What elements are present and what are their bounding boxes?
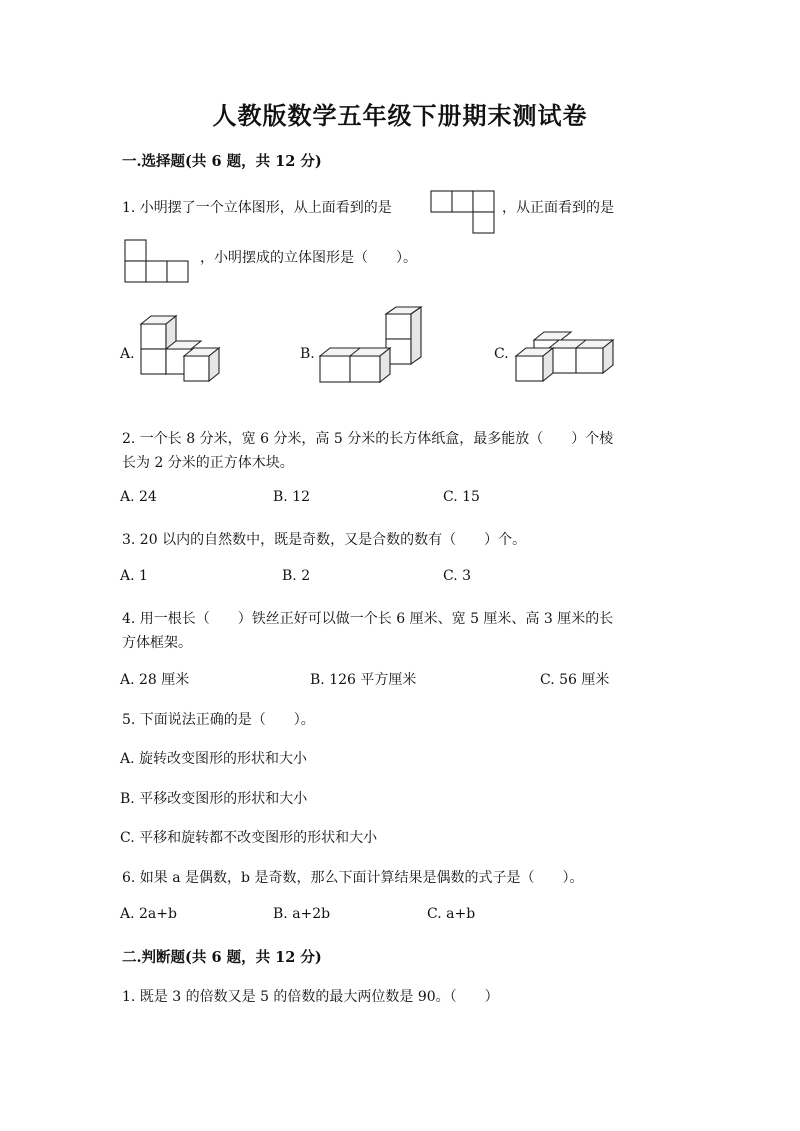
question-6-option-b: B. a+2b (273, 906, 331, 922)
question-3-line1: 3. 20 以内的自然数中，既是奇数，又是合数的数有（ ）个。 (122, 532, 527, 548)
question-4-option-a: A. 28 厘米 (120, 672, 190, 688)
option-c-solid-figure (512, 328, 622, 386)
question-4-line2: 方体框架。 (122, 635, 192, 651)
question-5-line1: 5. 下面说法正确的是（ ）。 (122, 712, 315, 728)
question-2-option-a: A. 24 (120, 489, 157, 505)
question-3-option-a: A. 1 (120, 568, 148, 584)
question-5-option-b: B. 平移改变图形的形状和大小 (120, 791, 308, 807)
question-1-text-part3: ，小明摆成的立体图形是（ ）。 (200, 250, 417, 266)
question-6-option-c: C. a+b (427, 906, 476, 922)
question-6-option-a: A. 2a+b (120, 906, 177, 922)
option-b-solid-figure (317, 305, 427, 385)
question-2-option-b: B. 12 (273, 489, 311, 505)
question-4-line1: 4. 用一根长（ ）铁丝正好可以做一个长 6 厘米、宽 5 厘米、高 3 厘米的长 (122, 611, 614, 627)
question-2-option-c: C. 15 (443, 489, 480, 505)
question-5-option-c: C. 平移和旋转都不改变图形的形状和大小 (120, 830, 378, 846)
question-1-option-c-label: C. (494, 346, 509, 362)
question-1-text-part2: ，从正面看到的是 (502, 200, 614, 216)
question-3-option-b: B. 2 (282, 568, 311, 584)
section-header-judgement: 二.判断题(共 6 题，共 12 分) (122, 949, 322, 966)
front-view-figure (124, 238, 192, 284)
top-view-figure (430, 190, 498, 234)
option-a-solid-figure (138, 313, 230, 383)
page-title: 人教版数学五年级下册期末测试卷 (212, 101, 588, 130)
question-1-option-a-label: A. (120, 346, 135, 362)
judgement-1-line1: 1. 既是 3 的倍数又是 5 的倍数的最大两位数是 90。（ ） (122, 989, 499, 1005)
question-1-option-b-label: B. (300, 346, 315, 362)
question-6-line1: 6. 如果 a 是偶数，b 是奇数，那么下面计算结果是偶数的式子是（ ）。 (122, 870, 584, 886)
question-3-option-c: C. 3 (443, 568, 472, 584)
section-header-choice: 一.选择题(共 6 题，共 12 分) (122, 153, 322, 170)
question-4-option-c: C. 56 厘米 (540, 672, 610, 688)
question-2-line2: 长为 2 分米的正方体木块。 (122, 455, 294, 471)
question-1-text-part1: 1. 小明摆了一个立体图形，从上面看到的是 (122, 200, 392, 216)
question-2-line1: 2. 一个长 8 分米，宽 6 分米，高 5 分米的长方体纸盒，最多能放（ ）个棱 (122, 431, 614, 447)
question-5-option-a: A. 旋转改变图形的形状和大小 (120, 751, 308, 767)
question-4-option-b: B. 126 平方厘米 (310, 672, 417, 688)
